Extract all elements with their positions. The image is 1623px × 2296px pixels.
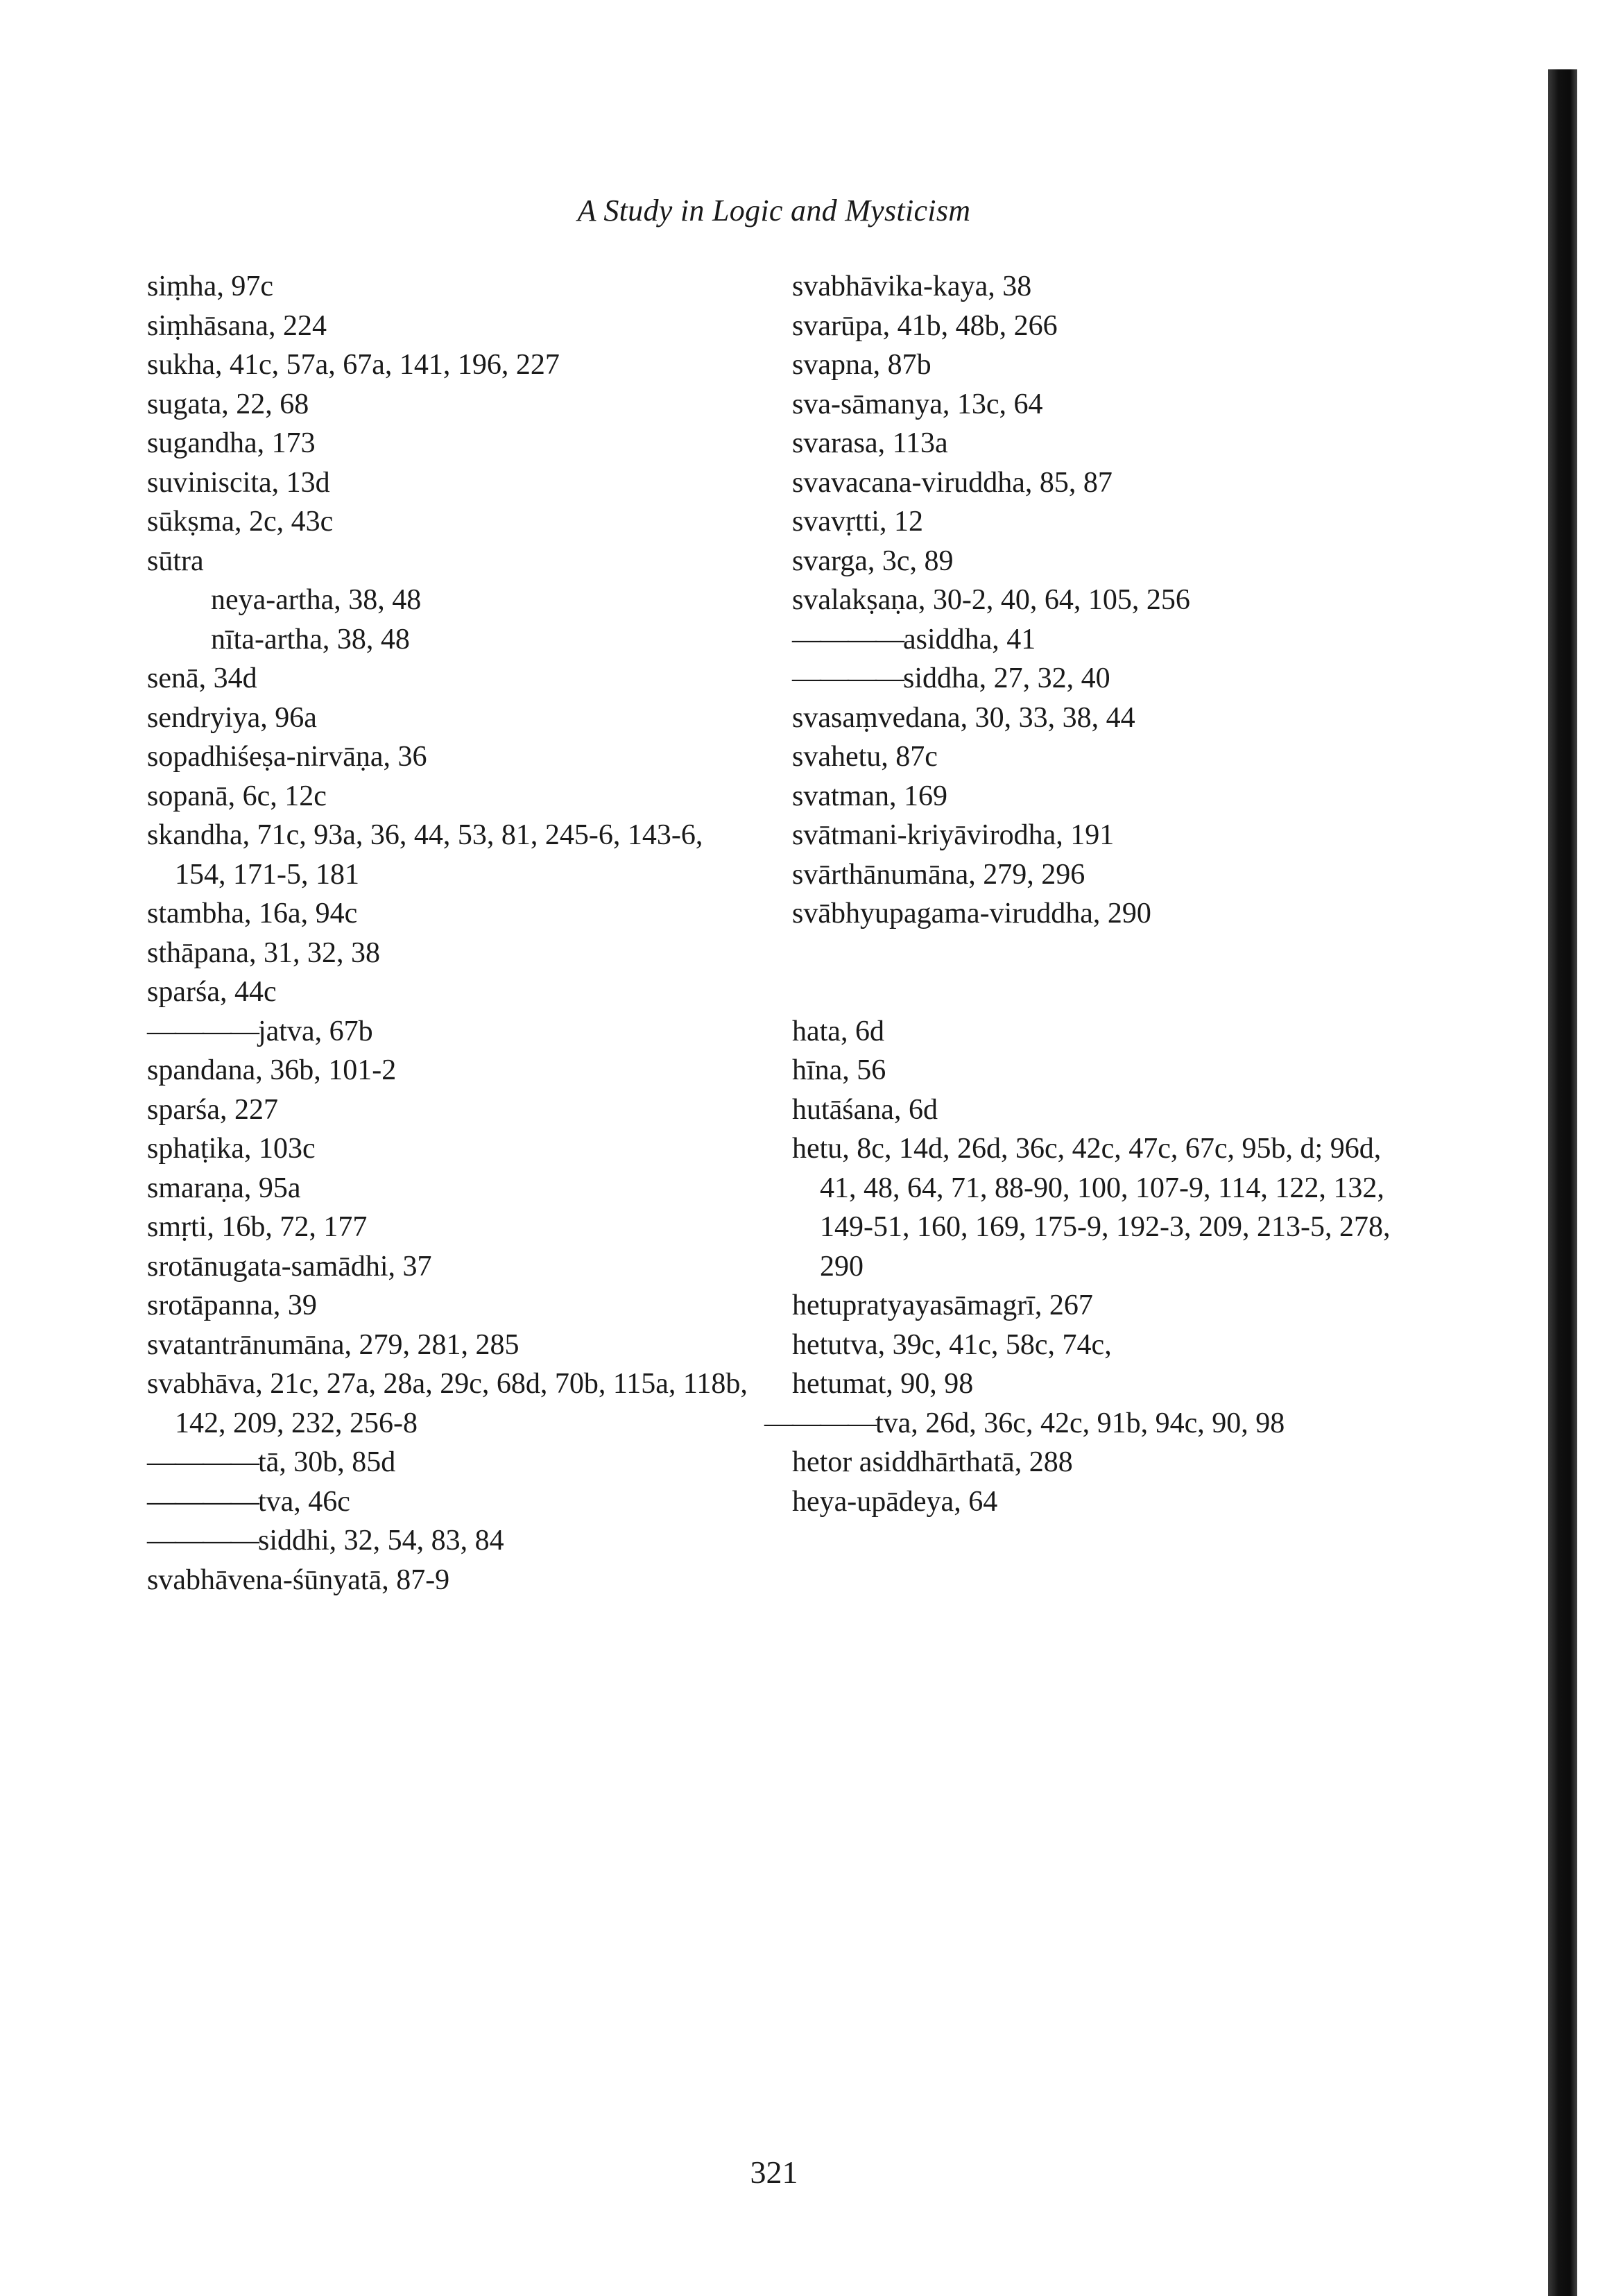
index-entry-text: svātmani-kriyāvirodha, 191 <box>792 819 1115 851</box>
index-entry <box>792 542 1402 581</box>
index-entry-text: siṃhāsana, 224 <box>147 309 327 342</box>
index-entry-text: svabhāvika-kaya, 38 <box>792 271 1032 302</box>
index-subentry-dashed <box>764 1404 1402 1443</box>
index-entry-text: sugandha, 173 <box>147 427 316 459</box>
index-subentry-dashed <box>147 1521 757 1561</box>
index-entry-text: tā, 30b, 85d <box>258 1446 396 1478</box>
index-subentry <box>147 620 757 660</box>
index-entry-text: nīta-artha, 38, 48 <box>211 623 410 656</box>
index-entry-text: srotānugata-samādhi, 37 <box>147 1250 432 1283</box>
index-subentry-dashed <box>792 620 1402 660</box>
index-entry <box>147 463 757 503</box>
repeat-dash: ———— <box>147 1015 258 1047</box>
index-entry <box>147 1326 757 1365</box>
index-entry-text: svabhāvena-śūnyatā, 87-9 <box>147 1563 450 1596</box>
index-entry <box>147 1561 757 1600</box>
index-entry-text: tva, 46c <box>258 1485 350 1518</box>
index-entry <box>147 1247 757 1287</box>
index-entry-text: svatman, 169 <box>792 780 947 812</box>
index-entry-text: sendryiya, 96a <box>147 701 317 734</box>
index-column-right <box>764 267 1402 1521</box>
index-entry <box>792 1051 1402 1090</box>
repeat-dash: ———— <box>792 623 903 656</box>
index-entry <box>792 1326 1402 1365</box>
index-entry-text: svavṛtti, 12 <box>792 506 923 538</box>
index-entry-text: hutāśana, 6d <box>792 1093 938 1126</box>
index-entry <box>147 385 757 425</box>
index-entry <box>147 307 757 346</box>
index-entry <box>792 699 1402 738</box>
index-entry <box>147 934 757 973</box>
index-entry <box>147 1208 757 1247</box>
index-entry <box>147 424 757 463</box>
index-entry-text: hetupratyayasāmagrī, 267 <box>792 1290 1093 1321</box>
index-subentry-dashed <box>792 659 1402 699</box>
repeat-dash: ———— <box>147 1485 258 1518</box>
index-column-left <box>147 267 757 1600</box>
index-entry <box>792 777 1402 816</box>
index-entry <box>147 1364 757 1443</box>
index-entry-text: senā, 34d <box>147 662 257 694</box>
index-entry-text: sopanā, 6c, 12c <box>147 780 327 812</box>
index-entry <box>792 1090 1402 1130</box>
index-entry-text: sparśa, 227 <box>147 1093 278 1126</box>
index-entry-text: hīna, 56 <box>792 1054 886 1086</box>
index-entry <box>147 699 757 738</box>
index-entry <box>147 777 757 816</box>
index-entry <box>792 502 1402 542</box>
index-entry-text: hetor asiddhārthatā, 288 <box>792 1446 1073 1478</box>
index-entry-text: heya-upādeya, 64 <box>792 1485 998 1518</box>
index-entry-text: siddhi, 32, 54, 83, 84 <box>258 1525 504 1557</box>
index-entry-text: sūkṣma, 2c, 43c <box>147 506 334 538</box>
index-subentry-dashed <box>147 1443 757 1482</box>
index-entry <box>792 894 1402 934</box>
index-entry <box>147 1286 757 1326</box>
index-entry <box>792 581 1402 620</box>
index-entry-text: jatva, 67b <box>258 1015 373 1047</box>
index-entry-text: svarasa, 113a <box>792 427 948 459</box>
index-entry-text: svarūpa, 41b, 48b, 266 <box>792 309 1058 342</box>
index-entry <box>792 307 1402 346</box>
page-number: 321 <box>750 2154 798 2190</box>
index-entry <box>792 737 1402 777</box>
index-entry <box>792 463 1402 503</box>
index-entry <box>792 1364 1402 1404</box>
index-entry <box>147 267 757 307</box>
index-entry <box>147 973 757 1012</box>
index-subentry-dashed <box>147 1482 757 1522</box>
index-entry-text: svalakṣaṇa, 30-2, 40, 64, 105, 256 <box>792 584 1190 616</box>
index-entry-text: asiddha, 41 <box>903 623 1036 656</box>
index-entry-text: sopadhiśeṣa-nirvāṇa, 36 <box>147 741 427 773</box>
index-entry <box>147 894 757 934</box>
index-entry-text: sthāpana, 31, 32, 38 <box>147 936 380 969</box>
index-entry <box>792 1129 1402 1286</box>
index-entry-text: hetu, 8c, 14d, 26d, 36c, 42c, 47c, 67c, 95b, d; 96d, 41, 48, 64, 71, 88-90, 100, 107-9, 114, 122, 132, 149-51, 160, 169, 175-9, 192-3, 209, 213-5, 278, 290 <box>792 1133 1391 1283</box>
index-entry-text: smaraṇa, 95a <box>147 1172 301 1204</box>
index-entry <box>147 1090 757 1130</box>
index-section-s <box>792 267 1402 934</box>
index-entry-text: hetutva, 39c, 41c, 58c, 74c, <box>792 1328 1112 1361</box>
index-entry <box>792 424 1402 463</box>
index-entry <box>147 1169 757 1208</box>
index-entry <box>792 1443 1402 1482</box>
index-entry-text: svatantrānumāna, 279, 281, 285 <box>147 1328 519 1361</box>
index-entry-text: spandana, 36b, 101-2 <box>147 1054 397 1086</box>
index-entry <box>792 1286 1402 1326</box>
index-entry <box>792 1482 1402 1522</box>
index-entry <box>147 816 757 894</box>
index-entry-text: svavacana-viruddha, 85, 87 <box>792 466 1113 499</box>
index-entry <box>792 855 1402 895</box>
index-entry-text: sphaṭika, 103c <box>147 1133 316 1165</box>
index-entry-text: neya-artha, 38, 48 <box>211 584 422 616</box>
index-subentry-dashed <box>147 1012 757 1052</box>
index-entry <box>147 659 757 699</box>
index-subentry <box>147 581 757 620</box>
index-section-h <box>764 1012 1402 1522</box>
index-entry <box>147 502 757 542</box>
scan-binding-edge <box>1548 69 1577 2296</box>
index-entry-text: sparśa, 44c <box>147 976 277 1008</box>
index-entry <box>792 816 1402 855</box>
index-entry-text: skandha, 71c, 93a, 36, 44, 53, 81, 245-6, 143-6, 154, 171-5, 181 <box>147 819 703 891</box>
index-entry-text: svārthānumāna, 279, 296 <box>792 858 1085 891</box>
index-entry-text: stambha, 16a, 94c <box>147 898 358 929</box>
index-entry-text: sūtra <box>147 545 204 577</box>
index-entry-text: srotāpanna, 39 <box>147 1290 317 1321</box>
index-entry-text: siddha, 27, 32, 40 <box>903 662 1110 694</box>
repeat-dash: ———— <box>147 1525 258 1557</box>
index-entry-text: sugata, 22, 68 <box>147 388 309 420</box>
index-entry <box>147 1051 757 1090</box>
index-entry <box>147 345 757 385</box>
index-entry-text: smṛti, 16b, 72, 177 <box>147 1211 368 1243</box>
index-entry-text: sva-sāmanya, 13c, 64 <box>792 388 1043 420</box>
index-entry <box>792 345 1402 385</box>
index-entry-text: svarga, 3c, 89 <box>792 545 954 577</box>
running-header: A Study in Logic and Mysticism <box>577 194 971 228</box>
index-entry-text: tva, 26d, 36c, 42c, 91b, 94c, 90, 98 <box>875 1407 1285 1439</box>
repeat-dash: ———— <box>792 662 903 694</box>
repeat-dash: ———— <box>764 1407 875 1439</box>
index-entry <box>792 1012 1402 1052</box>
index-entry-text: svabhāva, 21c, 27a, 28a, 29c, 68d, 70b, 115a, 118b, 142, 209, 232, 256-8 <box>147 1368 748 1439</box>
index-entry-text: hata, 6d <box>792 1015 884 1047</box>
index-entry-text: svapna, 87b <box>792 349 931 381</box>
index-entry-text: svahetu, 87c <box>792 741 938 773</box>
index-entry <box>147 1129 757 1169</box>
index-entry <box>792 385 1402 425</box>
index-entry <box>147 542 757 581</box>
index-entry <box>792 267 1402 307</box>
index-entry-text: suviniscita, 13d <box>147 466 330 499</box>
repeat-dash: ———— <box>147 1446 258 1478</box>
index-entry-text: siṃha, 97c <box>147 271 273 302</box>
index-entry-text: sukha, 41c, 57a, 67a, 141, 196, 227 <box>147 349 560 381</box>
index-entry <box>147 737 757 777</box>
index-entry-text: hetumat, 90, 98 <box>792 1368 974 1400</box>
index-entry-text: svābhyupagama-viruddha, 290 <box>792 898 1151 929</box>
index-entry-text: svasaṃvedana, 30, 33, 38, 44 <box>792 701 1135 734</box>
section-gap <box>792 934 1402 1012</box>
